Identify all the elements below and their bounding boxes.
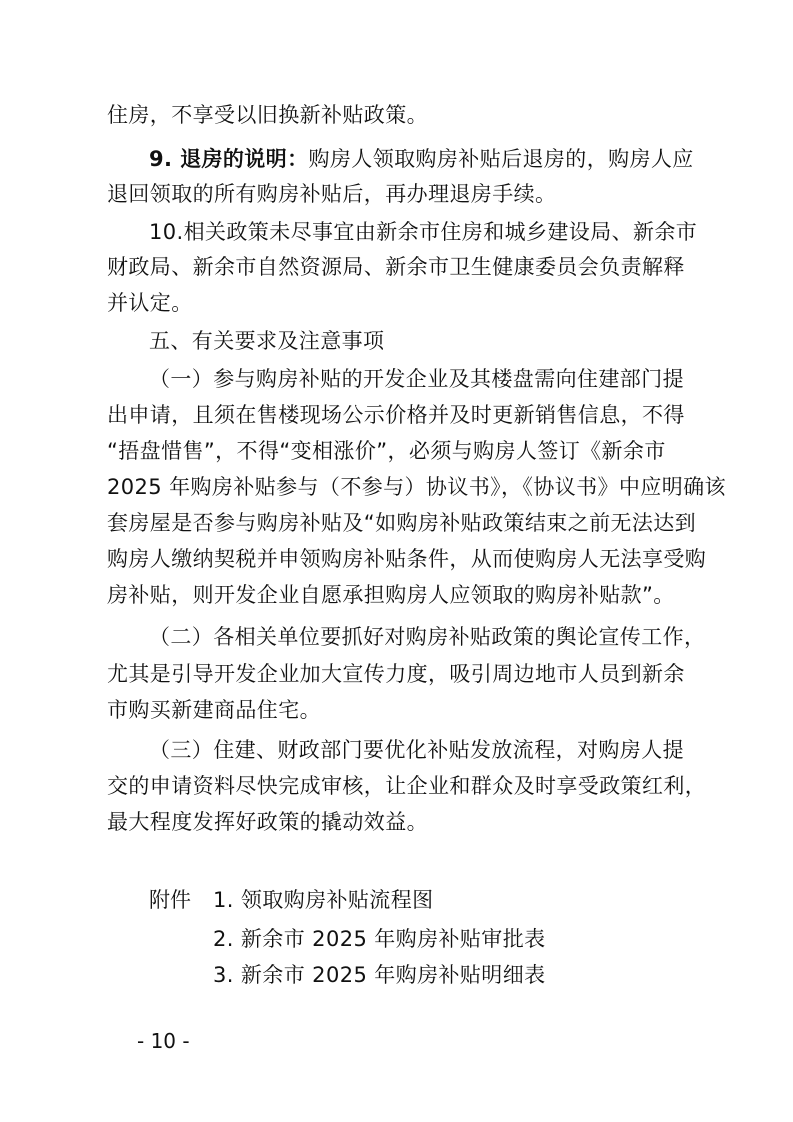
text-line-17: 市购买新建商品住宅。 xyxy=(107,698,321,722)
attachment-item-1: 1. 领取购房补贴流程图 xyxy=(213,888,434,912)
page-number: - 10 - xyxy=(137,1029,190,1053)
text-line-11: 2025 年购房补贴参与（不参与）协议书》，《协议书》中应明确该 xyxy=(107,475,726,499)
item-9-text: 购房人领取购房补贴后退房的，购房人应 xyxy=(308,147,694,171)
text-line-10: “捂盘惜售”，不得“变相涨价”，必须与购房人签订《新余市 xyxy=(107,439,666,463)
attachments-label: 附件 xyxy=(149,888,191,912)
text-line-12: 套房屋是否参与购房补贴及“如购房补贴政策结束之前无法达到 xyxy=(107,511,697,535)
text-line-4: 10.相关政策未尽事宜由新余市住房和城乡建设局、新余市 xyxy=(149,220,698,244)
text-line-14: 房补贴，则开发企业自愿承担购房人应领取的购房补贴款”。 xyxy=(107,583,675,607)
item-9-heading: 9. 退房的说明： xyxy=(149,147,309,171)
attachment-item-3: 3. 新余市 2025 年购房补贴明细表 xyxy=(213,963,546,987)
section-heading: 五、有关要求及注意事项 xyxy=(149,329,385,353)
text-line-15: （二）各相关单位要抓好对购房补贴政策的舆论宣传工作， xyxy=(149,625,706,649)
text-line-8: （一）参与购房补贴的开发企业及其楼盘需向住建部门提 xyxy=(149,367,684,391)
text-line-9: 出申请，且须在售楼现场公示价格并及时更新销售信息，不得 xyxy=(107,403,685,427)
text-line-3: 退回领取的所有购房补贴后，再办理退房手续。 xyxy=(107,182,557,206)
item-9-paragraph xyxy=(149,145,729,173)
text-line-20: 最大程度发挥好政策的撬动效益。 xyxy=(107,810,428,834)
attachment-item-2: 2. 新余市 2025 年购房补贴审批表 xyxy=(213,927,546,951)
text-line-1: 住房，不享受以旧换新补贴政策。 xyxy=(107,103,428,127)
text-line-13: 购房人缴纳契税并申领购房补贴条件，从而使购房人无法享受购 xyxy=(107,547,707,571)
text-line-16: 尤其是引导开发企业加大宣传力度，吸引周边地市人员到新余 xyxy=(107,662,685,686)
text-line-18: （三）住建、财政部门要优化补贴发放流程，对购房人提 xyxy=(149,738,684,762)
text-line-6: 并认定。 xyxy=(107,291,193,315)
text-line-19: 交的申请资料尽快完成审核，让企业和群众及时享受政策红利， xyxy=(107,774,707,798)
text-line-5: 财政局、新余市自然资源局、新余市卫生健康委员会负责解释 xyxy=(107,255,685,279)
